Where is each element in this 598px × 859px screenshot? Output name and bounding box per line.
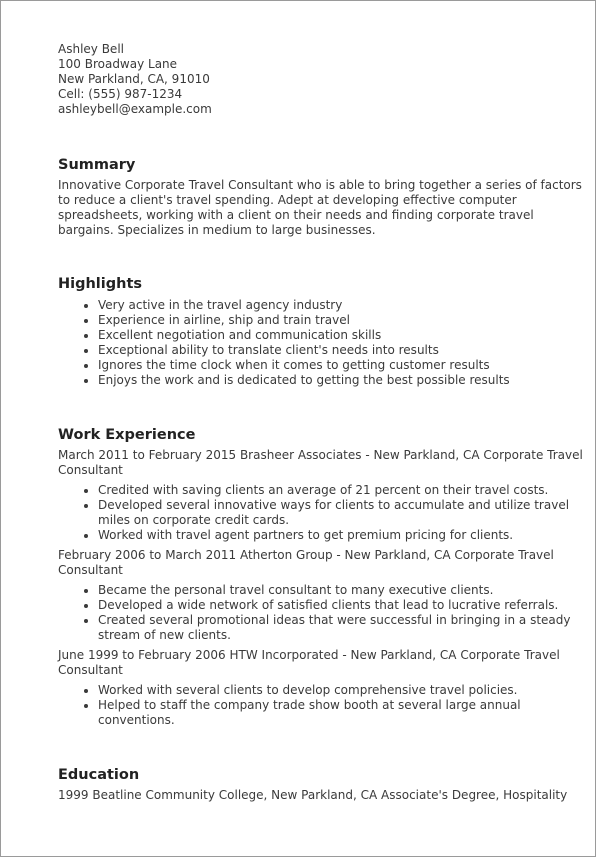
highlight-item: • Experience in airline, ship and train travel: [98, 313, 588, 328]
job-bullet: • Worked with travel agent partners to get premium pricing for clients.: [98, 528, 588, 543]
work-experience-section: [58, 426, 588, 728]
job-bullet: • Created several promotional ideas that were successful in bringing in a steady stream of new clients.: [98, 613, 588, 643]
resume-content: [58, 42, 588, 803]
job-bullet: • Worked with several clients to develop comprehensive travel policies.: [98, 683, 588, 698]
education-text: 1999 Beatline Community College, New Parkland, CA Associate's Degree, Hospitality: [58, 788, 568, 802]
work-experience-heading: Work Experience: [58, 427, 196, 443]
job-entry: [58, 548, 588, 643]
job-entry: [58, 648, 588, 728]
highlights-section: [58, 275, 588, 388]
education-section: [58, 766, 588, 803]
summary-heading: Summary: [58, 157, 136, 173]
education-heading: Education: [58, 767, 140, 783]
highlights-heading: Highlights: [58, 276, 143, 292]
highlight-item: • Enjoys the work and is dedicated to getting the best possible results: [98, 373, 588, 388]
summary-section: [58, 156, 588, 238]
highlight-item: • Very active in the travel agency industry: [98, 298, 588, 313]
job-bullet: • Became the personal travel consultant to many executive clients.: [98, 583, 588, 598]
job-bullet: • Credited with saving clients an average of 21 percent on their travel costs.: [98, 483, 588, 498]
highlight-item: • Excellent negotiation and communication skills: [98, 328, 588, 343]
contact-address: 100 Broadway Lane: [58, 57, 178, 71]
highlight-item: • Exceptional ability to translate client's needs into results: [98, 343, 588, 358]
job-entry: [58, 448, 588, 543]
job-header: June 1999 to February 2006 HTW Incorporated - New Parkland, CA Corporate Travel Consultant: [58, 648, 560, 677]
highlights-list: [58, 298, 588, 388]
contact-city: New Parkland, CA, 91010: [58, 72, 210, 86]
job-bullets: [58, 483, 588, 543]
contact-email: ashleybell@example.com: [58, 102, 212, 116]
highlight-item: • Ignores the time clock when it comes to getting customer results: [98, 358, 588, 373]
job-bullets: [58, 683, 588, 728]
job-header: March 2011 to February 2015 Brasheer Associates - New Parkland, CA Corporate Travel Consultant: [58, 448, 583, 477]
job-header: February 2006 to March 2011 Atherton Group - New Parkland, CA Corporate Travel Consultant: [58, 548, 554, 577]
summary-text: Innovative Corporate Travel Consultant who is able to bring together a series of factors to reduce a client's travel spending. Adept at developing effective computer spreadsheets, working with a client on their needs and finding corporate travel bargains. Specializes in medium to large businesses.: [58, 178, 582, 237]
job-bullet: • Developed several innovative ways for clients to accumulate and utilize travel miles on corporate credit cards.: [98, 498, 588, 528]
contact-block: [58, 42, 588, 117]
contact-name: Ashley Bell: [58, 42, 124, 56]
job-bullets: [58, 583, 588, 643]
job-bullet: • Developed a wide network of satisfied clients that lead to lucrative referrals.: [98, 598, 588, 613]
contact-phone: Cell: (555) 987-1234: [58, 87, 183, 101]
job-bullet: • Helped to staff the company trade show booth at several large annual conventions.: [98, 698, 588, 728]
